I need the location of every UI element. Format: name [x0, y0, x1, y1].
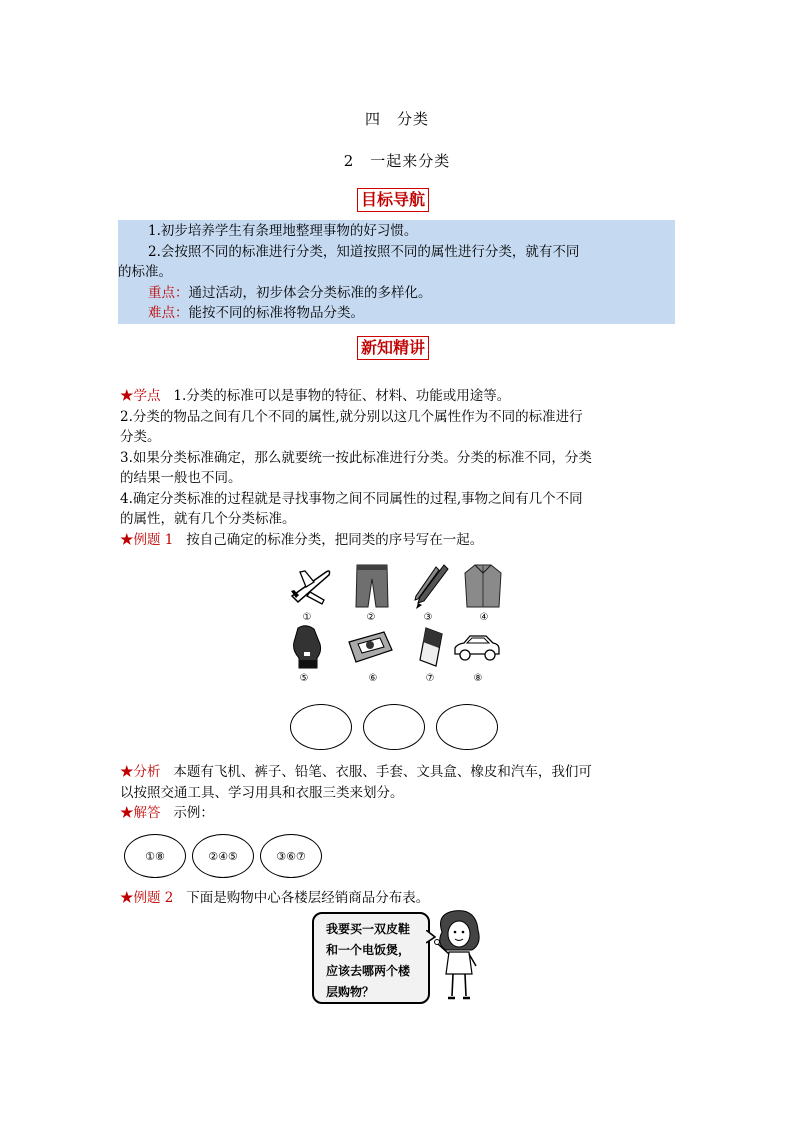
star-icon: ★ — [120, 890, 134, 906]
analysis-label: 分析 — [133, 764, 161, 780]
blank-group-1 — [290, 704, 352, 750]
chapter-title: 四 分类 — [364, 110, 429, 128]
pencil-case-icon — [346, 630, 394, 666]
speech-line-1: 我要买一双皮鞋 — [326, 922, 411, 936]
speech-bubble — [312, 912, 430, 1004]
item-5-number: ⑤ — [299, 673, 309, 684]
item-8-number: ⑧ — [473, 673, 483, 684]
example1-label: 例题 1 — [133, 531, 174, 548]
item-4-number: ④ — [479, 612, 489, 623]
analysis-section — [120, 762, 680, 824]
study-points — [120, 386, 680, 550]
answer-group-1: ①⑧ — [124, 834, 186, 878]
car-icon — [452, 632, 502, 664]
key-point — [118, 283, 675, 304]
speech-line-2: 和一个电饭煲， — [326, 943, 411, 957]
goal-line-2a: 2.会按照不同的标准进行分类，知道按照不同的属性进行分类，就有不同 — [148, 243, 580, 260]
analysis-line-1: 本题有飞机、裤子、铅笔、衣服、手套、文具盒、橡皮和汽车，我们可 — [173, 764, 592, 780]
study-point-1: 1.分类的标准可以是事物的特征、材料、功能或用途等。 — [173, 388, 511, 404]
star-icon: ★ — [120, 388, 134, 404]
difficulty-label: 难点： — [148, 305, 189, 321]
knowledge-heading: 新知精讲 — [357, 336, 429, 360]
answer-label: 解答 — [133, 805, 161, 821]
study-point-4a: 4.确定分类标准的过程就是寻找事物之间不同属性的过程,事物之间有几个不同 — [120, 490, 583, 507]
item-3-number: ③ — [423, 612, 433, 623]
item-6-number: ⑥ — [368, 673, 378, 684]
star-icon: ★ — [120, 531, 134, 548]
item-2-number: ② — [366, 612, 376, 623]
example1-text: 按自己确定的标准分类，把同类的序号写在一起。 — [186, 531, 484, 548]
key-text: 通过活动，初步体会分类标准的多样化。 — [188, 284, 432, 301]
blank-group-2 — [363, 704, 425, 750]
glove-icon — [290, 624, 324, 672]
study-point-2a: 2.分类的物品之间有几个不同的属性,就分别以这几个属性作为不同的标准进行 — [120, 408, 583, 425]
speech-line-3: 应该去哪两个楼 — [326, 964, 411, 978]
study-point-2b: 分类。 — [120, 429, 161, 445]
item-7-number: ⑦ — [425, 673, 435, 684]
difficulty-text: 能按不同的标准将物品分类。 — [188, 305, 364, 321]
study-point-3a: 3.如果分类标准确定，那么就要统一按此标准进行分类。分类的标准不同，分类 — [120, 449, 592, 466]
goal-line-1: 1.初步培养学生有条理地整理事物的好习惯。 — [148, 223, 418, 239]
study-label: 学点 — [133, 388, 161, 404]
answer-group-2: ②④⑤ — [192, 834, 254, 878]
answer-group-3: ③⑥⑦ — [260, 834, 322, 878]
example2-label: 例题 2 — [133, 890, 174, 906]
lesson-title: 2 一起来分类 — [343, 152, 451, 170]
star-icon: ★ — [120, 805, 134, 821]
study-point-3b: 的结果一般也不同。 — [120, 470, 242, 486]
study-point-4b: 的属性，就有几个分类标准。 — [120, 511, 296, 527]
key-label: 重点： — [148, 284, 189, 301]
answer-text: 示例： — [173, 805, 214, 821]
blank-group-3 — [436, 704, 498, 750]
goal-line-2b: 的标准。 — [118, 264, 172, 280]
pants-icon — [354, 563, 390, 609]
speech-line-4: 层购物？ — [326, 985, 375, 999]
eraser-icon — [416, 626, 446, 670]
airplane-icon — [288, 562, 332, 610]
item-1-number: ① — [302, 612, 312, 623]
star-icon: ★ — [120, 764, 134, 780]
shirt-icon — [463, 563, 503, 609]
example2-text: 下面是购物中心各楼层经销商品分布表。 — [186, 890, 430, 906]
pencil-icon — [410, 563, 450, 611]
goal-heading: 目标导航 — [357, 188, 429, 212]
girl-illustration-icon — [432, 908, 484, 1004]
difficulty-point — [118, 303, 675, 324]
analysis-line-2: 以按照交通工具、学习用具和衣服三类来划分。 — [120, 784, 404, 801]
example2-section — [120, 888, 680, 909]
goals-panel — [118, 220, 675, 324]
